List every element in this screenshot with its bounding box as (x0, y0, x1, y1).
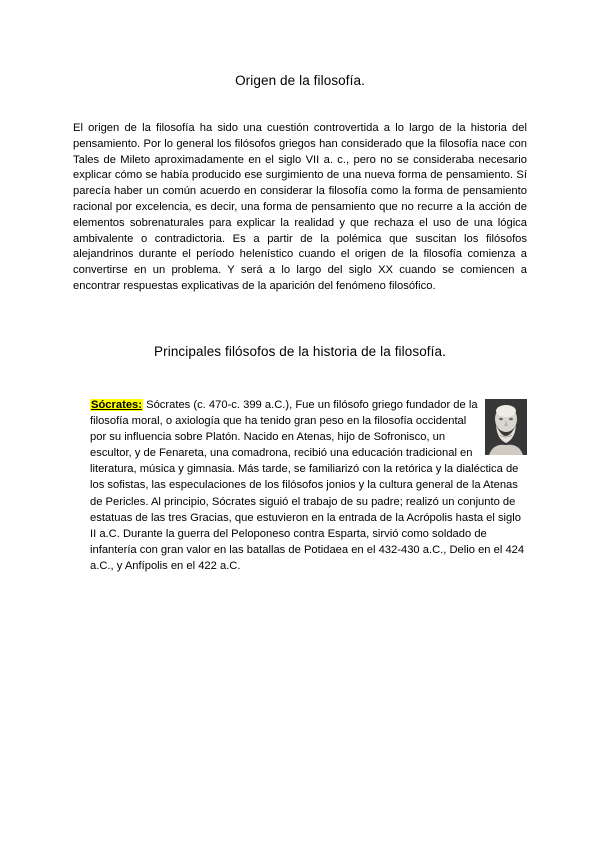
section-title: Principales filósofos de la historia de la filosofía. (154, 344, 446, 359)
philosopher-bio (90, 397, 527, 574)
philosopher-bio-text: Sócrates (c. 470-c. 399 a.C.), Fue un filósofo griego fundador de la filosofía moral, o axiología que ha tenido gran peso en la filosofía occidental por su influencia sobre Platón. Nacido en Atenas, hijo de Sofronisco, un escultor, y de Fenareta, una comadrona, recibió una educación tradicional en literatura, música y gimnasia. Más tarde, se familiarizó con la retórica y la dialéctica de los sofistas, las especulaciones de los filósofos jonios y la cultura general de la Atenas de Pericles. Al principio, Sócrates siguió el trabajo de su padre; realizó un conjunto de estatuas de las tres Gracias, que estuvieron en la entrada de la Acrópolis hasta el siglo II a.C. Durante la guerra del Peloponeso contra Esparta, sirvió como soldado de infantería con gran valor en las batallas de Potidaea en el 432-430 a.C., Delio en el 424 a.C., y Anfípolis en el 422 a.C. (90, 399, 525, 572)
main-title: Origen de la filosofía. (235, 73, 365, 88)
socrates-portrait-icon (485, 399, 527, 455)
intro-paragraph: El origen de la filosofía ha sido una cuestión controvertida a lo largo de la historia del pensamiento. Por lo general los filósofos griegos han considerado que la filosofía nace con Tales de Mileto aproximadamente en el siglo VII a. c., pero no se consideraba necesario explicar cómo se había producido ese surgimiento de una nueva forma de pensamiento. Sí parecía haber un común acuerdo en considerar la filosofía como la forma de pensamiento racional por excelencia, es decir, una forma de pensamiento que no recurre a la acción de elementos sobrenaturales para explicar la realidad y que rechaza el uso de una lógica ambivalente o contradictoria. Es a partir de la polémica que suscitan los filósofos alejandrinos durante el período helenístico cuando el origen de la filosofía comienza a convertirse en un problema. Y será a lo largo del siglo XX cuando se comiencen a encontrar respuestas explicativas de la aparición del fenómeno filosófico. (73, 122, 527, 292)
philosopher-name-label: Sócrates: (91, 399, 142, 411)
